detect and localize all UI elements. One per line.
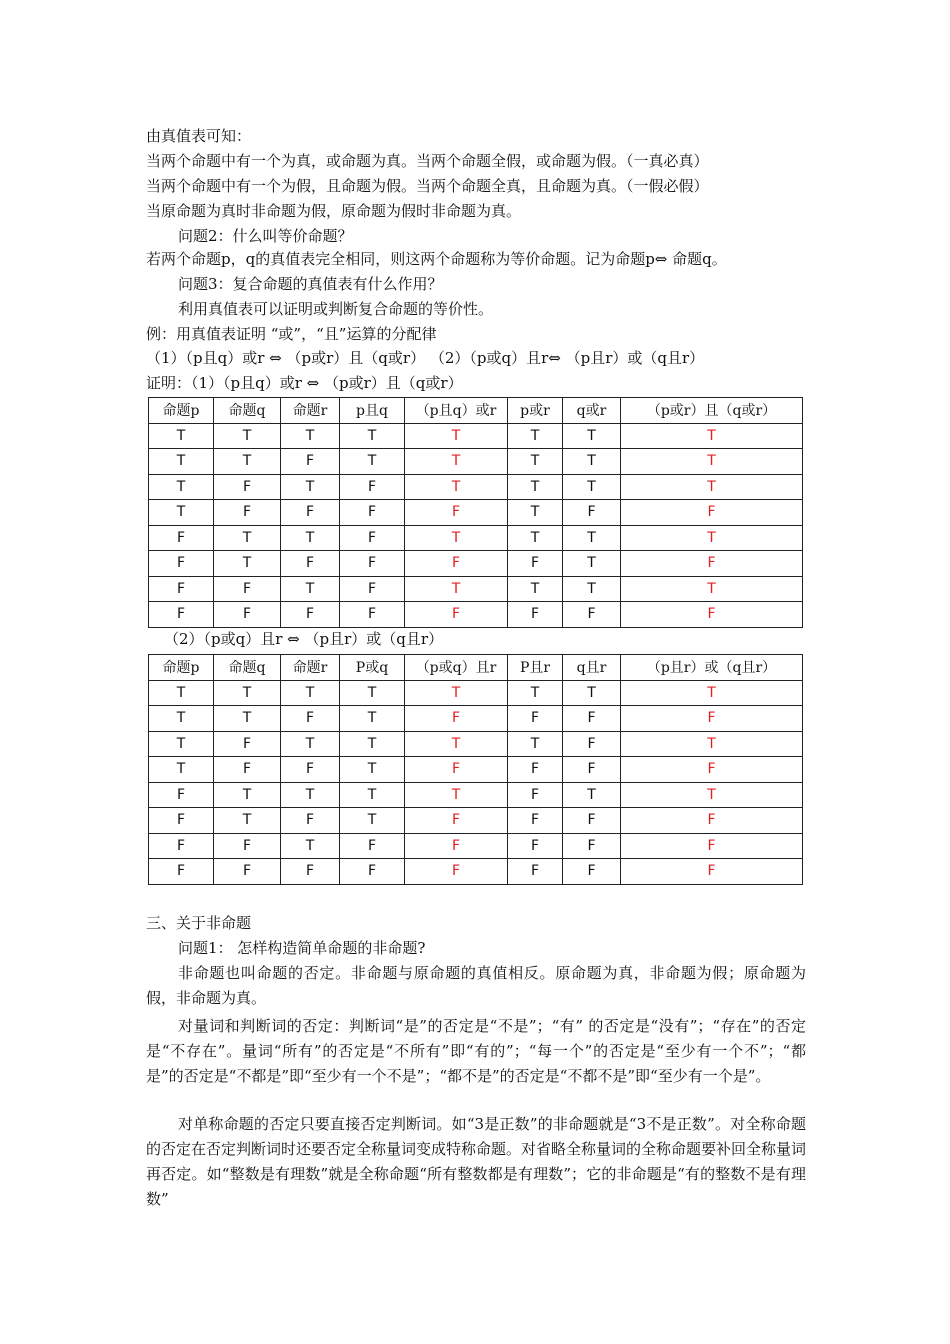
- table-cell: T: [214, 423, 281, 449]
- table-cell: T: [508, 474, 563, 500]
- column-header: 命题p: [149, 398, 214, 424]
- table-cell: F: [281, 449, 340, 475]
- question-3-answer: 利用真值表可以证明或判断复合命题的等价性。: [178, 300, 494, 318]
- table-cell: T: [508, 500, 563, 526]
- table-cell: T: [405, 474, 508, 500]
- table-cell: F: [508, 602, 563, 628]
- table-cell: F: [508, 551, 563, 577]
- table-cell: T: [281, 731, 340, 757]
- table-cell: T: [405, 731, 508, 757]
- table-row: [149, 525, 803, 551]
- table-cell: F: [563, 500, 621, 526]
- table-cell: T: [281, 576, 340, 602]
- table-row: [149, 833, 803, 859]
- column-header: （p或r）且（q或r）: [621, 398, 803, 424]
- table-cell: T: [563, 782, 621, 808]
- table-row: [149, 757, 803, 783]
- table-row: [149, 423, 803, 449]
- truth-table-1: [148, 397, 803, 628]
- table-cell: T: [214, 525, 281, 551]
- intro-line-4: 当原命题为真时非命题为假，原命题为假时非命题为真。: [146, 202, 522, 220]
- column-header: P或q: [340, 655, 405, 681]
- table-cell: F: [214, 859, 281, 885]
- table-cell: T: [621, 474, 803, 500]
- table-cell: T: [563, 525, 621, 551]
- table-cell: T: [563, 474, 621, 500]
- table-row: [149, 474, 803, 500]
- table-cell: F: [340, 859, 405, 885]
- table-row: [149, 731, 803, 757]
- table-cell: T: [214, 808, 281, 834]
- table-cell: T: [563, 423, 621, 449]
- table-cell: F: [149, 525, 214, 551]
- table-cell: T: [563, 680, 621, 706]
- table-cell: F: [281, 757, 340, 783]
- table-row: [149, 706, 803, 732]
- table-cell: T: [563, 449, 621, 475]
- table-cell: F: [149, 551, 214, 577]
- column-header: q或r: [563, 398, 621, 424]
- table-cell: F: [405, 500, 508, 526]
- table-cell: T: [281, 525, 340, 551]
- table-cell: T: [563, 576, 621, 602]
- table-cell: T: [340, 706, 405, 732]
- table-cell: T: [405, 449, 508, 475]
- table-cell: T: [405, 576, 508, 602]
- table-cell: F: [621, 757, 803, 783]
- table-cell: F: [149, 808, 214, 834]
- column-header: 命题r: [281, 398, 340, 424]
- table-cell: F: [405, 602, 508, 628]
- table-cell: T: [340, 782, 405, 808]
- table-cell: F: [621, 551, 803, 577]
- section-3-paragraph-3: 对单称命题的否定只要直接否定判断词。如“3是正数”的非命题就是“3不是正数”。对全称命题的否定在否定判断词时还要否定全称量词变成特称命题。对省略全称量词的全称命题要补回全称量词再否定。如“整数是有理数”就是全称命题“所有整数都是有理数”；它的非命题是“有的整数不是有理数”: [146, 1115, 807, 1208]
- column-header: 命题q: [214, 655, 281, 681]
- table-cell: F: [621, 706, 803, 732]
- column-header: q且r: [563, 655, 621, 681]
- table-cell: F: [149, 833, 214, 859]
- table-cell: F: [214, 602, 281, 628]
- table-header-row: [149, 655, 803, 681]
- table-cell: F: [281, 551, 340, 577]
- table-cell: T: [621, 423, 803, 449]
- table-cell: T: [281, 423, 340, 449]
- table-cell: T: [340, 731, 405, 757]
- table-cell: F: [214, 474, 281, 500]
- table-cell: F: [508, 706, 563, 732]
- table-cell: F: [149, 576, 214, 602]
- table-cell: T: [149, 449, 214, 475]
- table-cell: F: [621, 833, 803, 859]
- table-row: [149, 449, 803, 475]
- table-cell: F: [508, 808, 563, 834]
- column-header: p且q: [340, 398, 405, 424]
- table-cell: F: [563, 731, 621, 757]
- column-header: （p且q）或r: [405, 398, 508, 424]
- proof-2-heading: （2）（p或q）且r ⇔ （p且r）或（q且r）: [164, 630, 444, 648]
- table-cell: T: [621, 525, 803, 551]
- table-cell: T: [340, 423, 405, 449]
- section-3-question-1: 问题1： 怎样构造简单命题的非命题?: [178, 939, 426, 957]
- table-cell: T: [214, 551, 281, 577]
- table-cell: T: [149, 500, 214, 526]
- table-header-row: [149, 398, 803, 424]
- table-cell: F: [149, 859, 214, 885]
- table-cell: F: [340, 551, 405, 577]
- table-cell: T: [281, 782, 340, 808]
- table-row: [149, 782, 803, 808]
- table-cell: F: [563, 859, 621, 885]
- table-row: [149, 859, 803, 885]
- table-row: [149, 551, 803, 577]
- table-cell: T: [149, 423, 214, 449]
- table-cell: F: [149, 602, 214, 628]
- column-header: （p或q）且r: [405, 655, 508, 681]
- table-cell: T: [405, 525, 508, 551]
- table-cell: F: [340, 500, 405, 526]
- table-cell: F: [508, 833, 563, 859]
- table-cell: F: [405, 757, 508, 783]
- table-cell: T: [563, 551, 621, 577]
- table-cell: F: [405, 551, 508, 577]
- table-cell: F: [281, 602, 340, 628]
- table-cell: F: [621, 602, 803, 628]
- section-3-paragraph-2: 对量词和判断词的否定：判断词“是”的否定是“不是”；“有” 的否定是“没有”；“存在”的否定是“不存在”。量词“所有”的否定是“不所有”即“有的”；“每一个”的否定是“至少有一个不”；“都是”的否定是“不都是”即“至少有一个不是”；“都不是”的否定是“不都不是”即“至少有一个是”。: [146, 1017, 806, 1085]
- table-cell: T: [405, 782, 508, 808]
- table-cell: T: [621, 576, 803, 602]
- table-cell: T: [621, 449, 803, 475]
- question-2: 问题2：什么叫等价命题？: [178, 227, 353, 245]
- table-cell: F: [508, 757, 563, 783]
- table-cell: F: [214, 833, 281, 859]
- table-cell: T: [508, 680, 563, 706]
- table-cell: T: [149, 731, 214, 757]
- table-cell: F: [214, 576, 281, 602]
- table-cell: F: [340, 833, 405, 859]
- column-header: （p且r）或（q且r）: [621, 655, 803, 681]
- column-header: 命题p: [149, 655, 214, 681]
- table-cell: F: [281, 808, 340, 834]
- table-cell: T: [508, 423, 563, 449]
- table-cell: T: [281, 833, 340, 859]
- table-cell: T: [621, 731, 803, 757]
- table-cell: T: [621, 680, 803, 706]
- table-cell: F: [508, 782, 563, 808]
- table-cell: F: [340, 602, 405, 628]
- table-cell: F: [621, 859, 803, 885]
- table-cell: T: [508, 731, 563, 757]
- column-header: p或r: [508, 398, 563, 424]
- example-heading: 例：用真值表证明 “或”，“且”运算的分配律: [146, 325, 437, 343]
- table-cell: F: [405, 833, 508, 859]
- table-cell: T: [149, 706, 214, 732]
- table-cell: T: [508, 576, 563, 602]
- table-cell: T: [281, 474, 340, 500]
- intro-line-2: 当两个命题中有一个为真，或命题为真。当两个命题全假，或命题为假。（一真必真）: [146, 152, 709, 170]
- table-row: [149, 602, 803, 628]
- table-cell: F: [621, 808, 803, 834]
- intro-line-3: 当两个命题中有一个为假，且命题为假。当两个命题全真，且命题为真。（一假必假）: [146, 177, 709, 195]
- table-cell: T: [214, 449, 281, 475]
- table-cell: T: [340, 680, 405, 706]
- table-cell: F: [214, 731, 281, 757]
- table-cell: F: [563, 706, 621, 732]
- table-cell: T: [214, 782, 281, 808]
- table-cell: T: [149, 474, 214, 500]
- proof-1-heading: 证明：（1）（p且q）或r ⇔ （p或r）且（q或r）: [146, 374, 463, 392]
- table-cell: T: [149, 757, 214, 783]
- table-cell: T: [405, 680, 508, 706]
- section-3-paragraph-1: 非命题也叫命题的否定。非命题与原命题的真值相反。原命题为真，非命题为假；原命题为假，非命题为真。: [146, 964, 806, 1007]
- table-cell: F: [214, 500, 281, 526]
- question-3: 问题3：复合命题的真值表有什么作用？: [178, 275, 443, 293]
- table-cell: F: [405, 859, 508, 885]
- table-cell: F: [405, 808, 508, 834]
- section-3-title: 三、关于非命题: [146, 914, 252, 932]
- table-cell: F: [214, 757, 281, 783]
- table-cell: T: [214, 680, 281, 706]
- table-cell: T: [149, 680, 214, 706]
- column-header: 命题q: [214, 398, 281, 424]
- table-row: [149, 576, 803, 602]
- intro-line-1: 由真值表可知：: [146, 127, 252, 145]
- table-cell: F: [281, 859, 340, 885]
- table-cell: F: [508, 859, 563, 885]
- table-cell: T: [405, 423, 508, 449]
- table-cell: F: [405, 706, 508, 732]
- table-cell: F: [281, 500, 340, 526]
- table-cell: F: [563, 757, 621, 783]
- table-cell: T: [508, 449, 563, 475]
- table-cell: F: [281, 706, 340, 732]
- distributive-laws: （1）（p且q）或r ⇔ （p或r）且（q或r） （2）（p或q）且r⇔ （p且r）或（q且r）: [146, 349, 705, 367]
- table-cell: F: [621, 500, 803, 526]
- table-cell: T: [508, 525, 563, 551]
- column-header: 命题r: [281, 655, 340, 681]
- table-cell: F: [340, 576, 405, 602]
- table-cell: F: [563, 602, 621, 628]
- table-cell: F: [563, 808, 621, 834]
- question-2-answer: 若两个命题p，q的真值表完全相同，则这两个命题称为等价命题。记为命题p⇔ 命题q。: [146, 250, 727, 268]
- table-cell: T: [621, 782, 803, 808]
- truth-table-2: [148, 654, 803, 885]
- table-row: [149, 808, 803, 834]
- table-row: [149, 500, 803, 526]
- table-cell: F: [340, 474, 405, 500]
- column-header: P且r: [508, 655, 563, 681]
- table-row: [149, 680, 803, 706]
- table-cell: T: [214, 706, 281, 732]
- table-cell: F: [563, 833, 621, 859]
- table-cell: T: [340, 808, 405, 834]
- table-cell: T: [340, 757, 405, 783]
- table-cell: F: [340, 525, 405, 551]
- table-cell: F: [149, 782, 214, 808]
- table-cell: T: [281, 680, 340, 706]
- table-cell: T: [340, 449, 405, 475]
